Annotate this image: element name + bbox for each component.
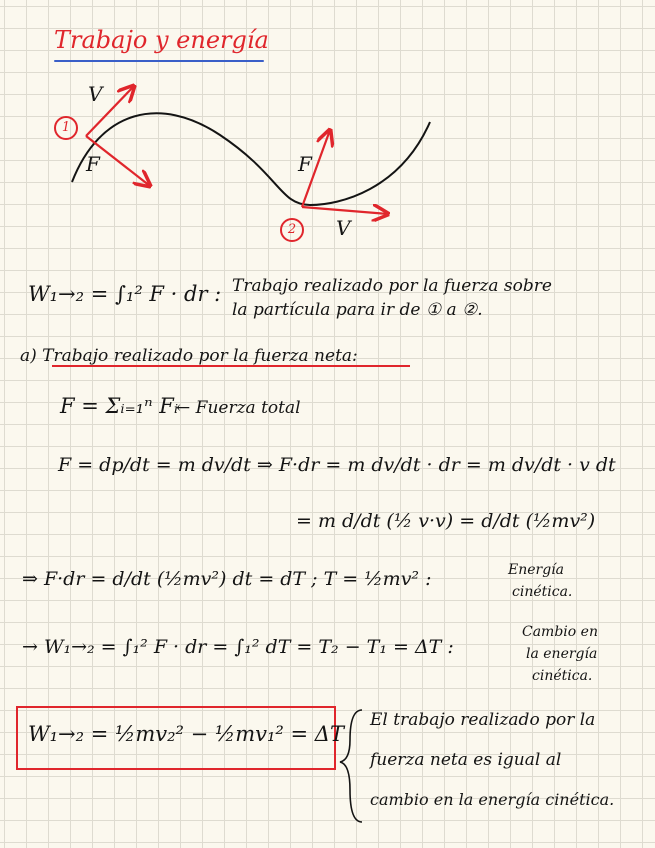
label-f1: F bbox=[86, 152, 100, 176]
energy-change-note-1: Cambio en bbox=[522, 624, 598, 640]
kinetic-energy-note-2: cinética. bbox=[512, 584, 573, 600]
work-definition-note-1: Trabajo realizado por la fuerza sobre bbox=[232, 276, 552, 296]
equation-4: ⇒ F·dr = d/dt (½mv²) dt = dT ; T = ½mv² : bbox=[22, 568, 432, 590]
equation-5: → W₁→₂ = ∫₁² F · dr = ∫₁² dT = T₂ − T₁ = ΔT : bbox=[22, 636, 454, 658]
work-definition-equation: W₁→₂ = ∫₁² F · dr : bbox=[28, 282, 222, 306]
work-definition-note-2: la partícula para ir de ① a ②. bbox=[232, 300, 483, 320]
section-a-heading: a) Trabajo realizado por la fuerza neta: bbox=[20, 346, 358, 366]
total-force-equation: F = Σᵢ₌₁ⁿ Fᵢ bbox=[60, 394, 179, 418]
energy-change-note-2: la energía bbox=[526, 646, 598, 662]
result-note-2: fuerza neta es igual al bbox=[370, 750, 562, 770]
result-note-1: El trabajo realizado por la bbox=[370, 710, 596, 730]
equation-2: F = dp/dt = m dv/dt ⇒ F·dr = m dv/dt · dr = m dv/dt · v dt bbox=[58, 454, 616, 476]
trajectory-curve bbox=[72, 113, 430, 205]
equation-3: = m d/dt (½ v·v) = d/dt (½mv²) bbox=[296, 510, 596, 532]
energy-change-note-3: cinética. bbox=[532, 668, 593, 684]
label-v2: V bbox=[336, 216, 351, 240]
velocity-arrow-2 bbox=[302, 207, 388, 214]
total-force-note: ← Fuerza total bbox=[176, 398, 301, 418]
result-equation: W₁→₂ = ½mv₂² − ½mv₁² = ΔT bbox=[28, 722, 344, 746]
kinetic-energy-note-1: Energía bbox=[508, 562, 564, 578]
label-v1: V bbox=[88, 82, 103, 106]
label-f2: F bbox=[298, 152, 312, 176]
point-1-marker: 1 bbox=[54, 116, 78, 140]
page-title: Trabajo y energía bbox=[54, 26, 269, 54]
point-2-marker: 2 bbox=[280, 218, 304, 242]
result-note-3: cambio en la energía cinética. bbox=[370, 790, 615, 809]
